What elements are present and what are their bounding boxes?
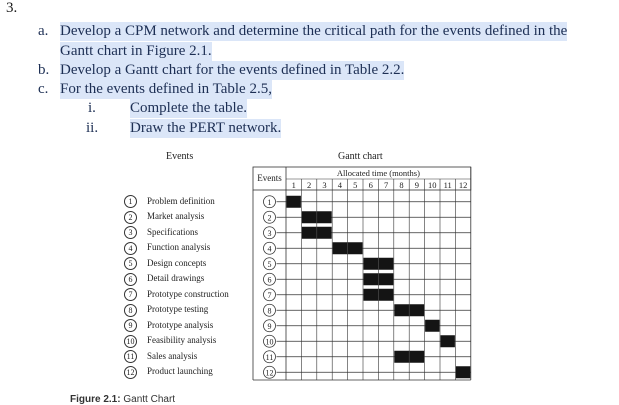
part-a-line-1: Develop a CPM network and determine the critical path for the events defined in the bbox=[60, 23, 568, 39]
gantt-event-number: 6 bbox=[267, 275, 272, 285]
subpart-ii-marker: ii. bbox=[86, 120, 99, 136]
event-name: Function analysis bbox=[147, 242, 211, 253]
event-number-circle: 5 bbox=[124, 257, 137, 270]
gantt-events-label: Events bbox=[257, 173, 282, 183]
gantt-month-label: 1 bbox=[291, 180, 296, 190]
gantt-bar bbox=[456, 366, 470, 378]
part-b-line-1: Develop a Gantt chart for the events defined in Table 2.2. bbox=[60, 62, 405, 78]
event-name: Prototype analysis bbox=[147, 319, 214, 330]
gantt-event-number: 7 bbox=[267, 290, 272, 300]
gantt-event-number: 5 bbox=[267, 259, 272, 269]
event-name: Feasibility analysis bbox=[147, 335, 217, 346]
event-number-circle: 6 bbox=[124, 273, 137, 286]
gantt-bar bbox=[425, 320, 439, 332]
event-name: Product launching bbox=[147, 366, 213, 377]
event-name: Market analysis bbox=[147, 211, 205, 222]
question-number: 3. bbox=[6, 0, 18, 16]
figure-gantt-heading: Gantt chart bbox=[338, 151, 383, 162]
gantt-grid bbox=[253, 167, 471, 380]
gantt-month-label: 12 bbox=[458, 180, 468, 190]
part-c-marker: c. bbox=[38, 81, 49, 97]
subpart-i-marker: i. bbox=[88, 100, 96, 116]
event-number-circle: 2 bbox=[124, 211, 137, 224]
gantt-month-label: 5 bbox=[353, 180, 358, 190]
event-number-circle: 7 bbox=[124, 288, 137, 301]
gantt-event-number: 12 bbox=[265, 368, 274, 378]
gantt-month-label: 3 bbox=[322, 180, 327, 190]
gantt-event-number: 3 bbox=[267, 228, 272, 238]
part-a-line-2: Gantt chart in Figure 2.1. bbox=[60, 43, 212, 59]
gantt-month-label: 2 bbox=[306, 180, 312, 190]
figure-caption bbox=[70, 394, 175, 405]
event-name: Problem definition bbox=[147, 195, 215, 206]
gantt-event-number: 11 bbox=[265, 352, 274, 362]
subpart-i-text: Complete the table. bbox=[130, 100, 248, 116]
gantt-event-number: 8 bbox=[267, 306, 272, 316]
event-name: Design concepts bbox=[147, 257, 207, 268]
gantt-event-number: 1 bbox=[267, 197, 272, 207]
figure-events-heading: Events bbox=[166, 151, 194, 162]
gantt-event-number: 10 bbox=[265, 337, 274, 347]
event-number-circle: 8 bbox=[124, 304, 137, 317]
gantt-month-label: 10 bbox=[428, 180, 437, 190]
gantt-month-label: 4 bbox=[337, 180, 343, 190]
figure-caption-label: Figure 2.1: bbox=[70, 394, 121, 405]
event-number-circle: 1 bbox=[124, 195, 137, 208]
part-c-line-1: For the events defined in Table 2.5, bbox=[60, 81, 272, 97]
event-name: Prototype construction bbox=[147, 288, 229, 299]
gantt-month-label: 8 bbox=[399, 180, 404, 190]
gantt-event-number: 2 bbox=[267, 213, 272, 223]
event-number-circle: 3 bbox=[124, 226, 137, 239]
event-name: Prototype testing bbox=[147, 304, 209, 315]
event-number-circle: 11 bbox=[124, 350, 137, 363]
gantt-month-label: 11 bbox=[443, 180, 452, 190]
event-number-circle: 12 bbox=[124, 366, 137, 379]
gantt-bar bbox=[287, 196, 301, 208]
event-number-circle: 9 bbox=[124, 319, 137, 332]
gantt-month-label: 9 bbox=[414, 180, 420, 190]
event-name: Detail drawings bbox=[147, 273, 205, 284]
event-name: Specifications bbox=[147, 226, 198, 237]
gantt-event-number: 4 bbox=[267, 244, 272, 254]
gantt-month-label: 6 bbox=[368, 180, 373, 190]
gantt-month-label: 7 bbox=[383, 180, 389, 190]
event-number-circle: 10 bbox=[124, 335, 137, 348]
gantt-bar bbox=[441, 335, 455, 347]
event-name: Sales analysis bbox=[147, 350, 198, 361]
subpart-ii-text: Draw the PERT network. bbox=[130, 120, 282, 136]
figure-caption-text: Gantt Chart bbox=[123, 394, 176, 405]
part-b-marker: b. bbox=[38, 62, 50, 78]
gantt-event-number: 9 bbox=[267, 321, 272, 331]
part-a-marker: a. bbox=[38, 23, 49, 39]
gantt-allocated-label: Allocated time (months) bbox=[336, 168, 420, 178]
event-number-circle: 4 bbox=[124, 242, 137, 255]
